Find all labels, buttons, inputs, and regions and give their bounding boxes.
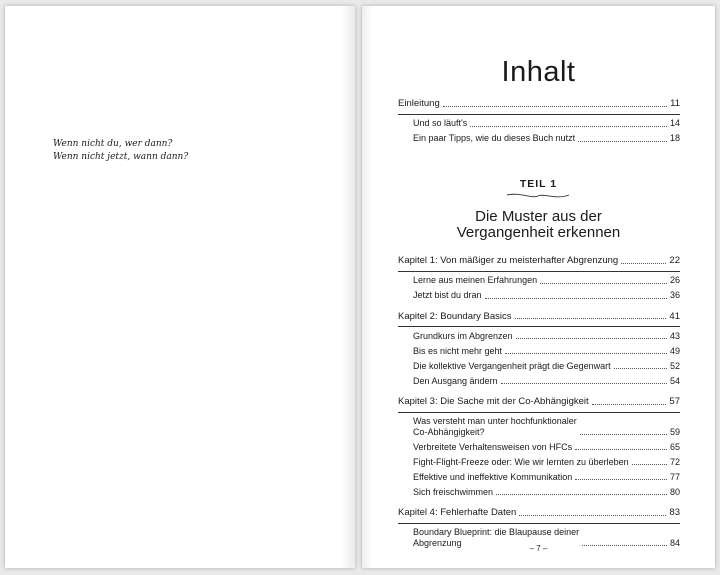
toc-chapter-entry[interactable] — [398, 507, 680, 519]
toc-entry-label: Kapitel 1: Von mäßiger zu meisterhafter Abgrenzung — [398, 255, 619, 266]
divider — [398, 271, 680, 272]
toc-entry-label: Lerne aus meinen Erfahrungen — [413, 275, 538, 285]
dot-leader — [501, 383, 667, 384]
dot-leader — [592, 404, 667, 405]
toc-entry-label — [413, 416, 577, 438]
toc-entry-page: 72 — [669, 456, 680, 467]
dot-leader — [516, 338, 667, 339]
toc-entry-page: 84 — [669, 538, 680, 548]
toc-entry-page: 14 — [669, 118, 680, 128]
toc-subentry[interactable] — [398, 346, 680, 358]
toc-subentry[interactable] — [398, 457, 680, 469]
dot-leader — [580, 434, 667, 435]
toc-entry-page: 52 — [669, 360, 680, 371]
toc-entry-page: 36 — [669, 290, 680, 300]
toc-entry-label: Die kollektive Vergangenheit prägt die Gegenwart — [413, 360, 611, 371]
toc-subentry[interactable] — [398, 416, 680, 438]
toc-entry-label-line: Co-Abhängigkeit? — [413, 427, 485, 437]
toc-chapter-entry[interactable] — [398, 255, 680, 267]
divider — [398, 114, 680, 115]
part-title-line: Die Muster aus der — [475, 208, 602, 225]
epigraph-line: Wenn nicht jetzt, wann dann? — [53, 152, 189, 162]
epigraph — [53, 138, 188, 164]
part-label: TEIL 1 — [519, 178, 558, 190]
toc-intro — [398, 98, 680, 145]
toc-subentry[interactable] — [398, 472, 680, 484]
dot-leader — [505, 353, 667, 354]
toc-entry-label: Einleitung — [398, 98, 440, 109]
toc-entry-page: 41 — [669, 310, 680, 322]
toc-subentry[interactable] — [398, 442, 680, 454]
toc-entry-label: Und so läuft's — [413, 118, 468, 128]
toc-entry-label: Effektive und ineffektive Kommunikation — [413, 471, 573, 482]
dot-leader — [632, 464, 667, 465]
toc-subentry[interactable] — [398, 376, 680, 388]
toc-subentry[interactable] — [398, 487, 680, 499]
dot-leader — [578, 141, 667, 142]
toc-entry-label: Kapitel 4: Fehlerhafte Daten — [398, 507, 517, 518]
page-number: – 7 – — [529, 544, 548, 553]
dot-leader — [470, 126, 667, 127]
toc-entry-page: 26 — [669, 275, 680, 285]
toc-entry-label-line: Was versteht man unter hochfunktionaler — [413, 416, 577, 426]
left-gutter-shadow — [341, 6, 355, 568]
toc-entry-label: Bis es nicht mehr geht — [413, 345, 503, 356]
dot-leader — [575, 449, 667, 450]
toc-entry-page: 43 — [669, 330, 680, 341]
toc-entry-label: Den Ausgang ändern — [413, 375, 498, 386]
dot-leader — [519, 515, 666, 516]
divider — [398, 523, 680, 524]
toc-entry-label: Verbreitete Verhaltensweisen von HFCs — [413, 441, 573, 452]
toc-entry-label: Fight-Flight-Freeze oder: Wie wir lernten zu überleben — [413, 456, 629, 467]
dot-leader — [515, 318, 667, 319]
toc-entry-page: 83 — [669, 507, 680, 518]
dot-leader — [621, 263, 666, 264]
toc-subentry[interactable] — [398, 118, 680, 130]
part-title-line: Vergangenheit erkennen — [456, 224, 621, 241]
toc-entry-page: 65 — [669, 441, 680, 452]
toc-entry-label: Kapitel 2: Boundary Basics — [398, 310, 512, 322]
toc-subentry[interactable] — [398, 133, 680, 145]
dot-leader — [614, 368, 667, 369]
toc-subentry[interactable] — [398, 331, 680, 343]
toc-entry-label-line: Boundary Blueprint: die Blaupause deiner — [413, 527, 580, 537]
dot-leader — [443, 106, 667, 107]
toc-entry-label: Sich freischwimmen — [413, 486, 494, 497]
toc-entry[interactable] — [398, 98, 680, 110]
toc-entry-page: 54 — [669, 375, 680, 386]
toc-entry-page: 22 — [669, 255, 680, 266]
toc-entry-page: 59 — [669, 427, 680, 437]
dot-leader — [575, 479, 667, 480]
toc-chapter-entry[interactable] — [398, 311, 680, 323]
toc-chapters — [398, 255, 680, 549]
dot-leader — [496, 494, 667, 495]
divider — [398, 412, 680, 413]
part-title — [362, 209, 715, 241]
epigraph-line: Wenn nicht du, wer dann? — [53, 139, 173, 149]
toc-entry-page: 11 — [670, 98, 680, 109]
right-gutter-shadow — [362, 6, 372, 568]
toc-chapter-entry[interactable] — [398, 396, 680, 408]
left-page — [5, 6, 355, 568]
toc-subentry[interactable] — [398, 290, 680, 302]
toc-entry-label: Kapitel 3: Die Sache mit der Co-Abhängigkeit — [398, 396, 589, 407]
toc-entry-label: Ein paar Tipps, wie du dieses Buch nutzt — [413, 133, 576, 143]
toc-entry-page: 77 — [669, 471, 680, 482]
toc-entry-page: 18 — [669, 133, 680, 143]
toc-entry-page: 49 — [669, 345, 680, 356]
toc-entry-label: Jetzt bist du dran — [413, 290, 482, 300]
toc-entry-page: 80 — [669, 486, 680, 497]
toc-subentry[interactable] — [398, 275, 680, 287]
toc-entry-label-line: Abgrenzung — [413, 538, 462, 548]
right-page — [362, 6, 715, 568]
ornament-swash-icon — [506, 191, 570, 201]
dot-leader — [485, 298, 667, 299]
toc-subentry[interactable] — [398, 361, 680, 373]
toc-entry-label: Grundkurs im Abgrenzen — [413, 330, 513, 341]
toc-title: Inhalt — [501, 56, 576, 88]
dot-leader — [540, 283, 667, 284]
divider — [398, 326, 680, 327]
toc-entry-page: 57 — [669, 396, 680, 407]
